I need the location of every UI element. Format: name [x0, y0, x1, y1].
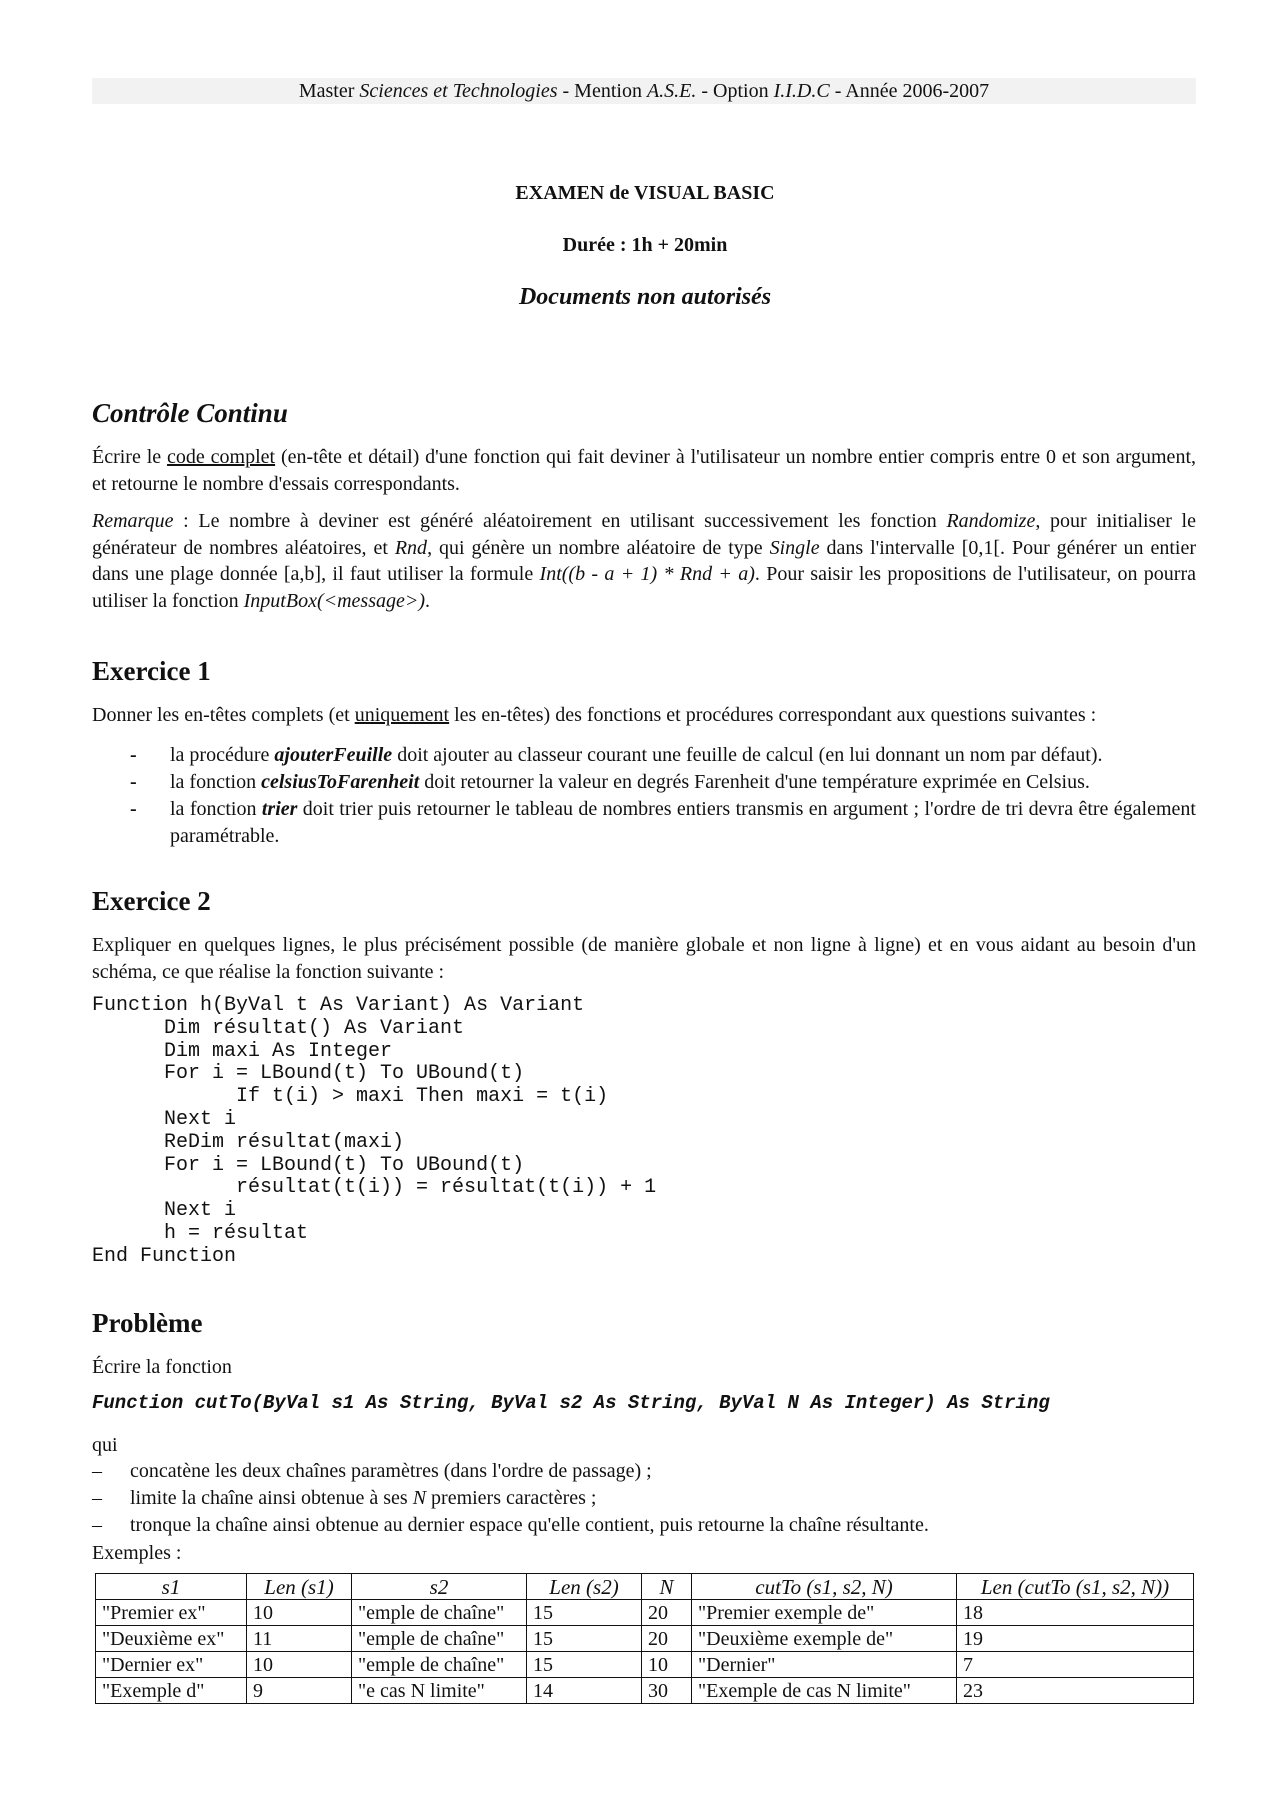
table-cell: "emple de chaîne" [352, 1626, 527, 1652]
text: doit retourner la valeur en degrés Farenheit d'une température exprimée en Celsius. [419, 771, 1090, 793]
text: , qui génère un nombre aléatoire de type [427, 536, 770, 559]
list-item [92, 1458, 1196, 1485]
controle-remark [92, 508, 1196, 614]
table-cell: 23 [957, 1678, 1194, 1704]
text: : Le nombre à deviner est généré aléatoirement en utilisant successivement les fonction [173, 510, 947, 532]
probleme-intro: Écrire la fonction [92, 1356, 232, 1378]
list-item [92, 1512, 1196, 1539]
table-cell: 7 [957, 1652, 1194, 1678]
bullet: - [130, 771, 137, 793]
probleme-qui: qui [92, 1434, 118, 1456]
table-row [96, 1600, 1194, 1626]
italic-term: Rnd [394, 536, 428, 559]
table-cell: "Premier exemple de" [692, 1600, 957, 1626]
text: tronque la chaîne ainsi obtenue au dernier espace qu'elle contient, puis retourne la chaîne résultante. [130, 1514, 929, 1536]
header-option: I.I.D.C [773, 80, 830, 102]
list-item [92, 1485, 1196, 1512]
text: concatène les deux chaînes paramètres (dans l'ordre de passage) ; [130, 1460, 652, 1482]
list-item [92, 796, 1196, 850]
table-cell: 15 [527, 1652, 642, 1678]
function-name: celsiusToFarenheit [261, 771, 420, 793]
table-cell: "emple de chaîne" [352, 1652, 527, 1678]
table-cell: "Deuxième ex" [96, 1626, 247, 1652]
table-row [96, 1678, 1194, 1704]
function-signature: Function cutTo(ByVal s1 As String, ByVal s2 As String, ByVal N As Integer) As String [92, 1392, 1050, 1414]
column-header: s1 [96, 1574, 247, 1600]
section-heading-exercice-1: Exercice 1 [92, 656, 211, 686]
table-cell: 10 [247, 1600, 352, 1626]
text: Écrire le [92, 446, 168, 468]
table-cell: 15 [527, 1600, 642, 1626]
text: premiers caractères ; [426, 1487, 597, 1509]
table-cell: 15 [527, 1626, 642, 1652]
table-cell: 11 [247, 1626, 352, 1652]
table-cell: 9 [247, 1678, 352, 1704]
header-text: Master [298, 80, 360, 102]
section-heading-exercice-2: Exercice 2 [92, 886, 211, 916]
table-cell: "emple de chaîne" [352, 1600, 527, 1626]
text: les en-têtes) des fonctions et procédures correspondant aux questions suivantes : [449, 704, 1097, 726]
examples-label: Exemples : [92, 1542, 182, 1564]
table-cell: 10 [247, 1652, 352, 1678]
column-header: Len (cutTo (s1, s2, N)) [957, 1574, 1194, 1600]
exam-title: EXAMEN de VISUAL BASIC [515, 182, 775, 204]
text: la procédure [170, 744, 275, 766]
column-header: N [642, 1574, 692, 1600]
underlined-text: code complet [167, 446, 276, 468]
table-cell: 19 [957, 1626, 1194, 1652]
table-cell: 20 [642, 1626, 692, 1652]
bullet: – [92, 1514, 102, 1536]
table-cell: "Premier ex" [96, 1600, 247, 1626]
text: . [425, 589, 431, 612]
text: (en-tête et détail) d'une fonction qui fait deviner à l'utilisateur un nombre entier compris entre 0 et son argument, et retourne le nombre d'essais correspondants. [92, 446, 1196, 495]
header-program: Sciences et Technologies [359, 80, 558, 102]
header-year: - Année 2006-2007 [829, 80, 990, 102]
italic-term: Randomize [946, 510, 1036, 532]
text: doit trier puis retourner le tableau de nombres entiers transmis en argument ; l'ordre de tri devra être également paramétrable. [170, 798, 1196, 847]
column-header: Len (s2) [527, 1574, 642, 1600]
code-block: Function h(ByVal t As Variant) As Variant Dim résultat() As Variant Dim maxi As Integer For i = LBound(t) To UBound(t) If t(i) > maxi Then maxi = t(i) Next i ReDim résultat(maxi) For i = LBound(t) To UBound(t) résultat(t(i)) = résultat(t(i)) + 1 Next i h = résultat End Function [92, 994, 657, 1268]
table-cell: 10 [642, 1652, 692, 1678]
italic-term: InputBox(<message>) [243, 589, 426, 612]
italic-term: N [412, 1487, 427, 1509]
bullet: - [130, 744, 137, 766]
text: Donner les en-têtes complets (et [92, 704, 355, 726]
column-header: Len (s1) [247, 1574, 352, 1600]
table-cell: 14 [527, 1678, 642, 1704]
underlined-text: uniquement [354, 704, 450, 726]
header-text: - Mention [557, 80, 647, 102]
bullet: – [92, 1460, 102, 1482]
header-text: - Option [696, 80, 774, 102]
section-heading-controle: Contrôle Continu [92, 398, 288, 428]
documents-notice: Documents non autorisés [518, 284, 772, 310]
page-header [92, 78, 1196, 104]
function-name: trier [261, 798, 298, 820]
table-row [96, 1652, 1194, 1678]
remark-label: Remarque [92, 510, 174, 532]
column-header: cutTo (s1, s2, N) [692, 1574, 957, 1600]
table-cell: 20 [642, 1600, 692, 1626]
table-cell: "Deuxième exemple de" [692, 1626, 957, 1652]
table-cell: "Exemple de cas N limite" [692, 1678, 957, 1704]
list-item [92, 769, 1196, 796]
list-item [92, 742, 1196, 769]
table-row [96, 1626, 1194, 1652]
table-cell: "Exemple d" [96, 1678, 247, 1704]
bullet: - [130, 798, 137, 820]
exercice-1-intro [92, 702, 1196, 729]
column-header: s2 [352, 1574, 527, 1600]
text: . Pour saisir les propositions de l'utilisateur, on pourra utiliser la fonction [92, 563, 1196, 612]
table-cell: "Dernier ex" [96, 1652, 247, 1678]
text: limite la chaîne ainsi obtenue à ses [130, 1487, 413, 1509]
italic-term: Single [769, 536, 820, 559]
text: la fonction [170, 798, 262, 820]
controle-paragraph [92, 444, 1196, 497]
header-mention: A.S.E. [646, 80, 697, 102]
table-cell: 30 [642, 1678, 692, 1704]
text: doit ajouter au classeur courant une feuille de calcul (en lui donnant un nom par défaut). [392, 744, 1103, 766]
exercice-1-list [92, 742, 1196, 850]
section-heading-probleme: Problème [92, 1308, 203, 1338]
probleme-list [92, 1458, 1196, 1539]
exercice-2-intro: Expliquer en quelques lignes, le plus précisément possible (de manière globale et non ligne à ligne) et en vous aidant au besoin d'un schéma, ce que réalise la fonction suivante : [92, 934, 1196, 983]
bullet: – [92, 1487, 102, 1509]
exam-duration: Durée : 1h + 20min [562, 234, 728, 256]
table-cell: 18 [957, 1600, 1194, 1626]
text: dans l'intervalle [0,1[. Pour générer un entier dans une plage donnée [a,b], il faut utiliser la formule [92, 536, 1196, 585]
formula: Int((b - a + 1) * Rnd + a) [539, 563, 755, 585]
procedure-name: ajouterFeuille [274, 744, 393, 766]
table-header-row [96, 1574, 1194, 1600]
text: la fonction [170, 771, 262, 793]
table-cell: "e cas N limite" [352, 1678, 527, 1704]
examples-table [95, 1573, 1194, 1704]
text: , pour initialiser le générateur de nombres aléatoires, et [92, 510, 1196, 559]
table-cell: "Dernier" [692, 1652, 957, 1678]
